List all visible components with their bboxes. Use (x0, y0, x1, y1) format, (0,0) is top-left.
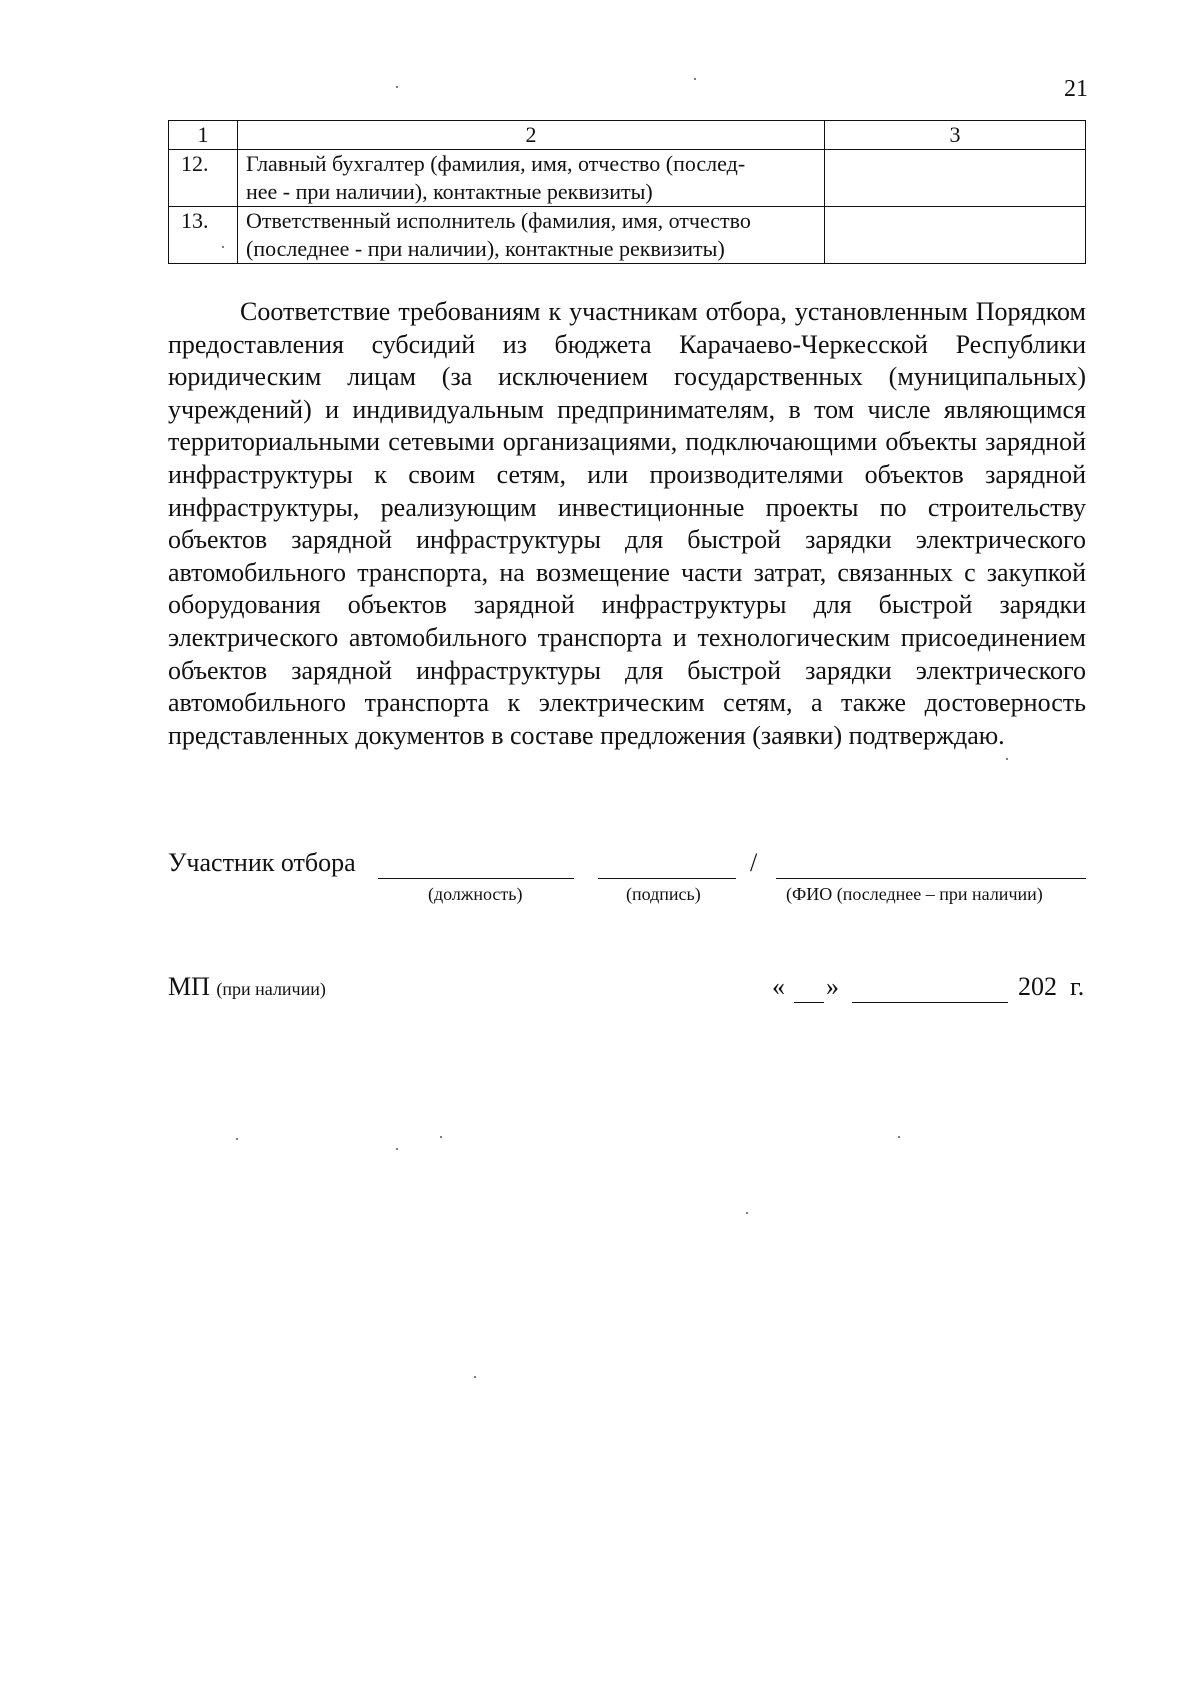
position-line (378, 848, 574, 879)
row-description (238, 207, 825, 264)
date-close-quote: » (826, 972, 839, 1001)
scan-speck (898, 1136, 900, 1138)
row-description-line: нее - при наличии), контактные реквизиты) (246, 179, 653, 204)
confirmation-paragraph: Соответствие требованиям к участникам отбора, установленным Порядком предоставления субсидий из бюджета Карачаево-Черкесской Республики юридическим лицам (за исключением государственных (муниципальных) учреждений) и индивидуальным предпринимателям, в том числе являющимся территориальными сетевыми организациями, подключающими объекты зарядной инфраструктуры к своим сетям, или производителями объектов зарядной инфраструктуры, реализующим инвестиционные проекты по строительству объектов зарядной инфраструктуры для быстрой зарядки электрического автомобильного транспорта, на возмещение части затрат, связанных с закупкой оборудования объектов зарядной инфраструктуры для быстрой зарядки электрического автомобильного транспорта и технологическим присоединением объектов зарядной инфраструктуры для быстрой зарядки электрического автомобильного транспорта к электрическим сетям, а также достоверность представленных документов в составе предложения (заявки) подтверждаю. (168, 297, 1086, 750)
scan-speck (440, 1136, 442, 1138)
row-number: 13. (169, 207, 238, 264)
scan-speck (396, 86, 398, 88)
row-description (238, 150, 825, 207)
signature-block (168, 848, 1086, 908)
slash-separator: / (750, 848, 758, 877)
row-value-cell (825, 207, 1086, 264)
full-name-caption: (ФИО (последнее – при наличии) (786, 884, 1043, 904)
signature-line (598, 848, 736, 879)
scan-speck (694, 78, 696, 80)
stamp-note: (при наличии) (216, 979, 326, 999)
date-year-suffix: г. (1070, 972, 1085, 1001)
stamp-label: МП (168, 972, 210, 1001)
scan-speck (474, 1376, 476, 1378)
scan-speck (222, 246, 224, 248)
scan-speck (236, 1138, 238, 1140)
table-header-cell: 2 (238, 121, 825, 150)
date-day-line (794, 972, 824, 1003)
date-month-line (852, 972, 1008, 1003)
stamp-place (168, 972, 326, 1002)
stamp-date-block (168, 972, 1086, 1012)
signature-label: Участник отбора (168, 848, 356, 877)
table-header-cell: 3 (825, 121, 1086, 150)
row-value-cell (825, 150, 1086, 207)
full-name-line (776, 848, 1086, 879)
table-header-row (169, 121, 1086, 150)
page-number: 21 (1064, 76, 1088, 102)
date-year: 202 (1018, 972, 1057, 1001)
row-description-line: Ответственный исполнитель (фамилия, имя, отчество (246, 208, 751, 233)
row-number: 12. (169, 150, 238, 207)
position-caption: (должность) (428, 884, 523, 904)
row-description-line: Главный бухгалтер (фамилия, имя, отчество (послед- (246, 151, 746, 176)
scan-speck (746, 1212, 748, 1214)
table-header-cell: 1 (169, 121, 238, 150)
date-open-quote: « (772, 972, 785, 1001)
row-description-line: (последнее - при наличии), контактные реквизиты) (246, 236, 725, 261)
table-row (169, 150, 1086, 207)
scan-speck (1006, 758, 1008, 760)
scan-speck (396, 1148, 398, 1150)
signature-caption: (подпись) (626, 884, 701, 904)
requisites-table (168, 120, 1086, 264)
table-row (169, 207, 1086, 264)
